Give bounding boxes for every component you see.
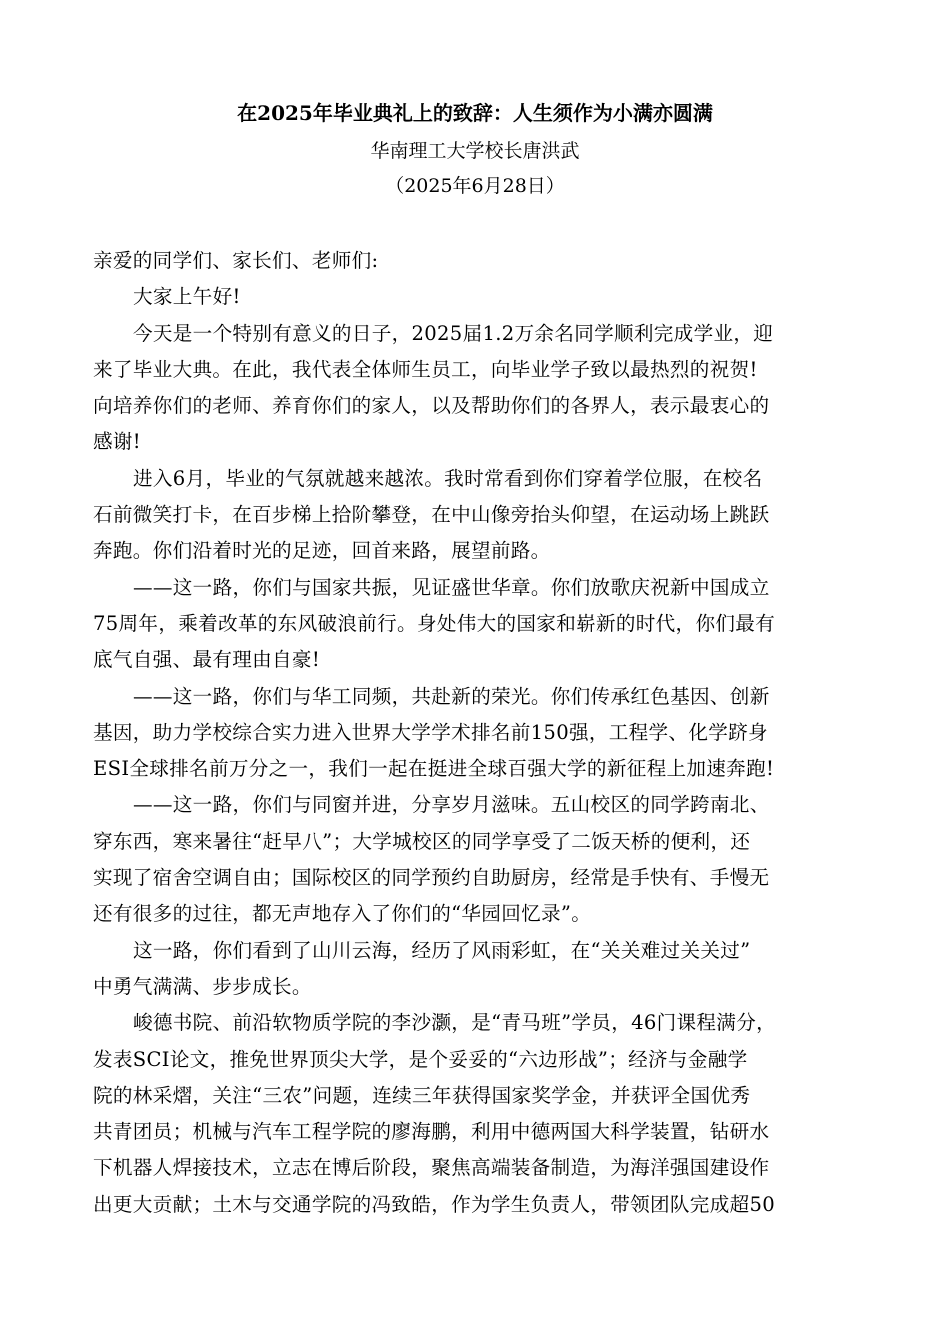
document-title: 在2025年毕业典礼上的致辞：人生须作为小满亦圆满 [237, 101, 713, 125]
body-line: 75周年，乘着改革的东风破浪前行。身处伟大的国家和崭新的时代，你们最有 [93, 611, 776, 635]
body-line: 共青团员；机械与汽车工程学院的廖海鹏，利用中德两国大科学装置，钻研水 [93, 1120, 770, 1144]
body-line: 下机器人焊接技术，立志在博后阶段，聚焦高端装备制造，为海洋强国建设作 [93, 1156, 770, 1180]
body-line: 这一路，你们看到了山川云海，经历了风雨彩虹，在“关关难过关关过” [133, 938, 751, 962]
body-line: 峻德书院、前沿软物质学院的李沙灏，是“青马班”学员，46门课程满分， [133, 1011, 776, 1035]
body-line: 向培养你们的老师、养育你们的家人，以及帮助你们的各界人，表示最衷心的 [93, 394, 770, 418]
body-line: ESI全球排名前万分之一，我们一起在挺进全球百强大学的新征程上加速奔跑! [93, 757, 775, 781]
document-date: （2025年6月28日） [385, 175, 565, 197]
body-line: 石前微笑打卡，在百步梯上拾阶攀登，在中山像旁抬头仰望，在运动场上跳跃 [93, 503, 770, 527]
body-line: 进入6月，毕业的气氛就越来越浓。我时常看到你们穿着学位服，在校名 [133, 466, 763, 490]
body-line: ——这一路，你们与同窗并进，分享岁月滋味。五山校区的同学跨南北、 [133, 793, 770, 817]
body-line: ——这一路，你们与国家共振，见证盛世华章。你们放歌庆祝新中国成立 [133, 575, 770, 599]
body-line: ——这一路，你们与华工同频，共赴新的荣光。你们传承红色基因、创新 [133, 684, 770, 708]
salutation-line: 亲爱的同学们、家长们、老师们: [93, 249, 379, 272]
greeting-line: 大家上午好! [133, 285, 241, 309]
body-line: 还有很多的过往，都无声地存入了你们的“华园回忆录”。 [93, 902, 592, 926]
body-line: 今天是一个特别有意义的日子，2025届1.2万余名同学顺利完成学业，迎 [133, 321, 774, 345]
body-line: 院的林采熠，关注“三农”问题，连续三年获得国家奖学金，并获评全国优秀 [93, 1083, 751, 1107]
body-line: 奔跑。你们沿着时光的足迹，回首来路，展望前路。 [93, 539, 551, 563]
body-line: 基因，助力学校综合实力进入世界大学学术排名前150强，工程学、化学跻身 [93, 720, 768, 744]
body-line: 来了毕业大典。在此，我代表全体师生员工，向毕业学子致以最热烈的祝贺! [93, 357, 758, 381]
body-line: 出更大贡献；土木与交通学院的冯致皓，作为学生负责人，带领团队完成超50 [93, 1192, 776, 1216]
body-line: 实现了宿舍空调自由；国际校区的同学预约自助厨房，经常是手快有、手慢无 [93, 866, 770, 890]
body-line: 底气自强、最有理由自豪! [93, 648, 321, 672]
body-line: 感谢! [93, 430, 141, 454]
document-body [93, 243, 863, 1223]
body-line: 穿东西，寒来暑往“赶早八”；大学城校区的同学享受了二饭天桥的便利，还 [93, 829, 751, 853]
document-author: 华南理工大学校长唐洪武 [370, 140, 580, 162]
body-line: 发表SCI论文，推免世界顶尖大学，是个妥妥的“六边形战”；经济与金融学 [93, 1047, 748, 1071]
body-line: 中勇气满满、步步成长。 [93, 974, 312, 998]
